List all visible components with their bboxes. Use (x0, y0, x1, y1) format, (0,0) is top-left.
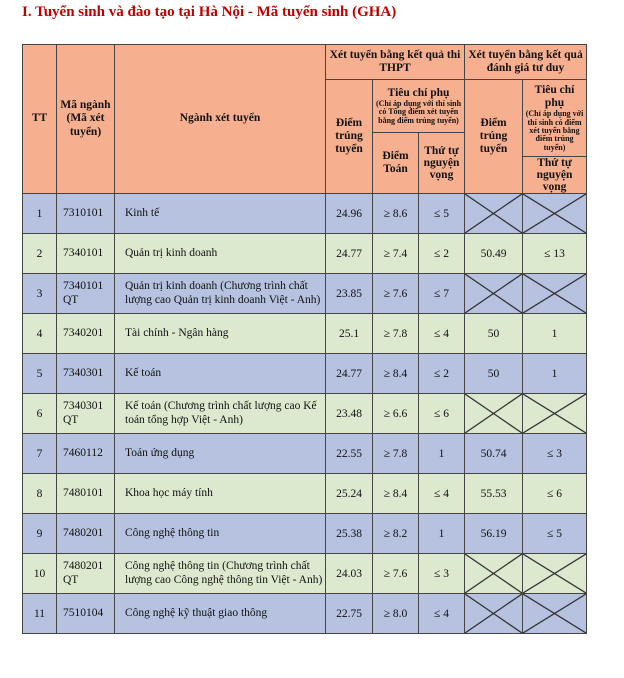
row-math: ≥ 7.8 (373, 314, 419, 354)
table-row (23, 594, 587, 634)
row-math: ≥ 6.6 (373, 394, 419, 434)
row-name: Quản trị kinh doanh (Chương trình chất lượng cao Quản trị kinh doanh Việt - Anh) (115, 274, 326, 314)
row-score: 25.24 (326, 474, 373, 514)
row-dg-nv-crossed (523, 554, 587, 594)
row-nv: ≤ 7 (419, 274, 465, 314)
header-nganh-xet-tuyen: Ngành xét tuyển (115, 45, 326, 194)
row-tt: 5 (23, 354, 57, 394)
row-name: Công nghệ thông tin (Chương trình chất lượng cao Công nghệ thông tin Việt - Anh) (115, 554, 326, 594)
row-dg-nv-crossed (523, 194, 587, 234)
row-code: 7340201 (57, 314, 115, 354)
row-math: ≥ 7.4 (373, 234, 419, 274)
row-dg-nv-crossed (523, 274, 587, 314)
row-dg-score-crossed (465, 274, 523, 314)
row-dg-nv: 1 (523, 354, 587, 394)
row-name: Kế toán (Chương trình chất lượng cao Kế toán tổng hợp Việt - Anh) (115, 394, 326, 434)
row-code: 7460112 (57, 434, 115, 474)
row-code: 7480101 (57, 474, 115, 514)
row-code: 7340301 (57, 354, 115, 394)
row-dg-score-crossed (465, 394, 523, 434)
row-name: Kế toán (115, 354, 326, 394)
row-nv: 1 (419, 434, 465, 474)
header-thu-tu-nv-dgtd: Thứ tự nguyện vọng (523, 157, 587, 194)
row-score: 24.77 (326, 354, 373, 394)
table-row (23, 314, 587, 354)
table-body (23, 194, 587, 634)
header-thu-tu-nv-thpt: Thứ tự nguyện vọng (419, 133, 465, 194)
header-diem-trung-tuyen-thpt: Điểm trúng tuyển (326, 80, 373, 194)
row-name: Quản trị kinh doanh (115, 234, 326, 274)
table-row (23, 234, 587, 274)
row-score: 23.85 (326, 274, 373, 314)
row-math: ≥ 7.6 (373, 274, 419, 314)
header-diem-trung-tuyen-dgtd: Điểm trúng tuyển (465, 80, 523, 194)
row-nv: ≤ 6 (419, 394, 465, 434)
header-tieu-chi-phu-dgtd (523, 80, 587, 157)
tieu-chi-phu-thpt-label: Tiêu chí phụ (387, 86, 450, 99)
row-math: ≥ 8.0 (373, 594, 419, 634)
table-row (23, 194, 587, 234)
row-nv: ≤ 2 (419, 234, 465, 274)
row-dg-score-crossed (465, 594, 523, 634)
admission-table (22, 44, 587, 634)
row-name: Kinh tế (115, 194, 326, 234)
row-dg-score: 55.53 (465, 474, 523, 514)
row-nv: ≤ 4 (419, 314, 465, 354)
row-name: Khoa học máy tính (115, 474, 326, 514)
row-tt: 11 (23, 594, 57, 634)
row-score: 24.96 (326, 194, 373, 234)
row-dg-nv: ≤ 13 (523, 234, 587, 274)
row-tt: 4 (23, 314, 57, 354)
row-nv: ≤ 4 (419, 594, 465, 634)
row-dg-score-crossed (465, 554, 523, 594)
row-name: Công nghệ thông tin (115, 514, 326, 554)
page-title: I. Tuyển sinh và đào tạo tại Hà Nội - Mã tuyển sinh (GHA) (22, 4, 397, 20)
row-code: 7340301 QT (57, 394, 115, 434)
tieu-chi-phu-dgtd-label: Tiêu chí phụ (534, 83, 575, 110)
row-code: 7480201 QT (57, 554, 115, 594)
table-header (23, 45, 587, 194)
row-nv: ≤ 5 (419, 194, 465, 234)
row-dg-score: 50.49 (465, 234, 523, 274)
tieu-chi-phu-dgtd-note: (Chỉ áp dụng với thí sinh có điểm xét tuyển bằng điểm trúng tuyển) (525, 109, 584, 152)
header-dgtd-group: Xét tuyển bằng kết quả đánh giá tư duy (465, 45, 587, 80)
row-dg-nv: ≤ 3 (523, 434, 587, 474)
row-code: 7310101 (57, 194, 115, 234)
tieu-chi-phu-thpt-note: (Chỉ áp dụng với thí sinh có Tổng điểm xét tuyển bằng điểm trúng tuyển) (375, 99, 462, 125)
header-tt: TT (23, 45, 57, 194)
row-score: 22.55 (326, 434, 373, 474)
row-tt: 8 (23, 474, 57, 514)
row-dg-score: 56.19 (465, 514, 523, 554)
table-row (23, 274, 587, 314)
row-nv: ≤ 4 (419, 474, 465, 514)
header-diem-toan: Điểm Toán (373, 133, 419, 194)
row-nv: 1 (419, 514, 465, 554)
row-score: 24.77 (326, 234, 373, 274)
header-tieu-chi-phu-thpt (373, 80, 465, 133)
row-score: 23.48 (326, 394, 373, 434)
row-math: ≥ 8.4 (373, 354, 419, 394)
row-score: 22.75 (326, 594, 373, 634)
row-code: 7480201 (57, 514, 115, 554)
row-dg-score: 50 (465, 314, 523, 354)
row-dg-score: 50 (465, 354, 523, 394)
row-name: Toán ứng dụng (115, 434, 326, 474)
row-math: ≥ 8.4 (373, 474, 419, 514)
row-score: 25.1 (326, 314, 373, 354)
row-name: Tài chính - Ngân hàng (115, 314, 326, 354)
row-tt: 3 (23, 274, 57, 314)
row-dg-nv-crossed (523, 594, 587, 634)
row-tt: 7 (23, 434, 57, 474)
table-row (23, 394, 587, 434)
row-tt: 2 (23, 234, 57, 274)
row-math: ≥ 7.6 (373, 554, 419, 594)
row-tt: 10 (23, 554, 57, 594)
row-dg-score-crossed (465, 194, 523, 234)
row-tt: 6 (23, 394, 57, 434)
row-nv: ≤ 2 (419, 354, 465, 394)
row-tt: 1 (23, 194, 57, 234)
row-nv: ≤ 3 (419, 554, 465, 594)
row-dg-nv: 1 (523, 314, 587, 354)
row-dg-nv: ≤ 5 (523, 514, 587, 554)
header-ma-nganh: Mã ngành (Mã xét tuyển) (57, 45, 115, 194)
row-math: ≥ 7.8 (373, 434, 419, 474)
row-score: 24.03 (326, 554, 373, 594)
table-row (23, 514, 587, 554)
row-code: 7340101 QT (57, 274, 115, 314)
row-code: 7510104 (57, 594, 115, 634)
row-dg-score: 50.74 (465, 434, 523, 474)
row-score: 25.38 (326, 514, 373, 554)
row-math: ≥ 8.6 (373, 194, 419, 234)
row-code: 7340101 (57, 234, 115, 274)
table-row (23, 474, 587, 514)
row-math: ≥ 8.2 (373, 514, 419, 554)
header-thpt-group: Xét tuyển bằng kết quả thi THPT (326, 45, 465, 80)
row-tt: 9 (23, 514, 57, 554)
table-row (23, 554, 587, 594)
table-row (23, 354, 587, 394)
row-name: Công nghệ kỹ thuật giao thông (115, 594, 326, 634)
row-dg-nv-crossed (523, 394, 587, 434)
table-row (23, 434, 587, 474)
row-dg-nv: ≤ 6 (523, 474, 587, 514)
